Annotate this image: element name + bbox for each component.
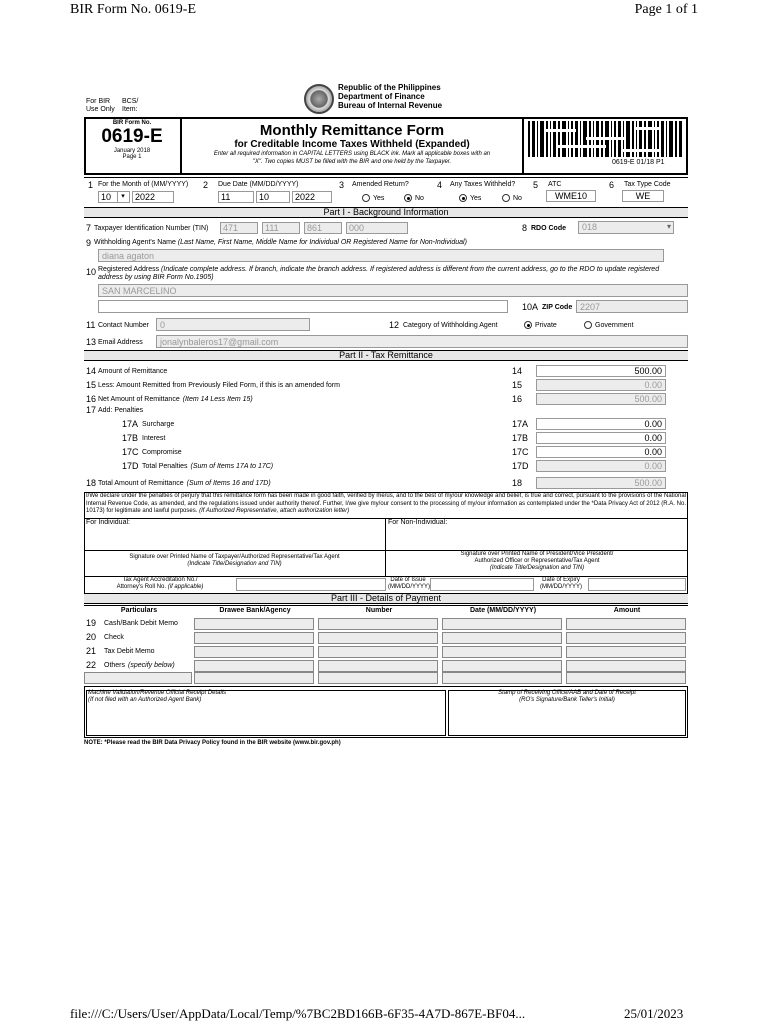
receiving-stamp-label: Stamp of Receiving Office/AAB and Date of Receipt — [498, 690, 636, 696]
due-day-field[interactable]: 10 — [256, 191, 290, 203]
payment-cell[interactable] — [194, 660, 314, 672]
republic-label: Republic of the Philippines — [338, 83, 441, 92]
payment-cell[interactable] — [442, 646, 562, 658]
payment-cell[interactable] — [442, 672, 562, 684]
amount-field[interactable]: 0.00 — [536, 379, 666, 391]
withheld-no-label: No — [513, 195, 522, 202]
item-reference-number: 15 — [512, 380, 523, 390]
amount-field[interactable]: 500.00 — [536, 477, 666, 489]
amended-no-label: No — [415, 195, 424, 202]
item-label: Amount of Remittance — [98, 368, 168, 375]
item-4-number: 4 — [437, 180, 443, 190]
receiving-stamp-text — [448, 690, 686, 704]
machine-validation-text — [88, 690, 226, 704]
item-number: 18 — [86, 478, 97, 488]
item-9-hint: (Last Name, First Name, Middle Name for Individual OR Registered Name for Non-Individual) — [177, 239, 467, 246]
tin-part-1[interactable]: 471 — [220, 222, 258, 234]
payment-cell[interactable] — [194, 672, 314, 684]
rdo-select[interactable] — [578, 221, 674, 234]
signature-non-individual-label-2: Authorized Officer or Representative/Tax Agent — [474, 558, 600, 564]
item-7-label: Taxpayer Identification Number (TIN) — [94, 225, 209, 232]
item-label-row — [142, 463, 273, 470]
payment-row-label: Cash/Bank Debit Memo — [104, 620, 178, 627]
agency-header — [338, 83, 442, 110]
address-field-1[interactable]: SAN MARCELINO — [98, 284, 688, 297]
payment-row-label-row — [104, 620, 181, 627]
payment-cell[interactable] — [566, 632, 686, 644]
amended-yes-radio[interactable] — [362, 194, 370, 202]
item-hint: (Sum of Items 17A to 17C) — [190, 463, 274, 470]
withheld-yes-label: Yes — [470, 195, 482, 202]
part-3-title: Part III - Details of Payment — [84, 593, 688, 604]
item-label: Net Amount of Remittance — [98, 396, 180, 403]
item-reference-number: 14 — [512, 366, 523, 376]
government-radio[interactable] — [584, 321, 592, 329]
payment-cell[interactable] — [318, 672, 438, 684]
contact-number-field[interactable]: 0 — [156, 318, 310, 331]
payment-header-rule — [84, 605, 688, 606]
item-label-row — [142, 421, 177, 428]
signature-non-individual — [386, 551, 688, 572]
barcode-code: 0619-E 01/18 P1 — [612, 159, 665, 166]
item-9-label: Withholding Agent's Name — [94, 239, 176, 246]
item-label: Total Amount of Remittance — [98, 480, 184, 487]
item-number: 17A — [122, 419, 139, 429]
signature-non-individual-hint: (Indicate Title/Designation and TIN) — [489, 565, 585, 571]
payment-cell[interactable] — [442, 632, 562, 644]
signature-individual-label: Signature over Printed Name of Taxpayer/Authorized Representative/Tax Agent — [129, 554, 340, 560]
amount-field[interactable]: 0.00 — [536, 418, 666, 430]
amended-yes-label: Yes — [373, 195, 385, 202]
agent-name-field[interactable]: diana agaton — [98, 249, 664, 262]
payment-row-number: 21 — [86, 646, 97, 656]
item-label: Less: Amount Remitted from Previously Filed Form, if this is an amended form — [98, 382, 340, 389]
form-page: Page 1 — [122, 154, 142, 160]
print-date: 25/01/2023 — [624, 1006, 684, 1021]
item-17-label: Add: Penalties — [98, 407, 144, 414]
payment-column-header: Amount — [613, 607, 641, 614]
date-of-expiry-format: (MM/DD/YYYY) — [540, 584, 582, 590]
item-reference-number: 17A — [512, 419, 529, 429]
print-page-number: Page 1 of 1 — [634, 2, 698, 17]
date-of-issue-label: Date of Issue — [390, 577, 426, 583]
data-privacy-note: NOTE: *Please read the BIR Data Privacy Policy found in the BIR website (www.bir.gov.ph) — [84, 740, 341, 746]
signature-individual — [84, 554, 385, 568]
bcs-text: BCS/ — [122, 98, 139, 105]
chevron-down-icon: ▾ — [666, 222, 671, 231]
payment-cell[interactable] — [194, 646, 314, 658]
machine-validation-label: Machine Validation/Revenue Official Receipt Details — [88, 690, 227, 696]
bureau-label: Bureau of Internal Revenue — [338, 101, 443, 110]
for-bir-use-label — [86, 98, 115, 114]
item-5-number: 5 — [533, 180, 539, 190]
withheld-no-radio[interactable] — [502, 194, 510, 202]
form-title: Monthly Remittance Form — [259, 122, 445, 139]
item-3-number: 3 — [339, 180, 345, 190]
payment-row-number: 19 — [86, 618, 97, 628]
item-10a-label: ZIP Code — [542, 304, 573, 311]
item-number: 15 — [86, 380, 97, 390]
payment-column-header: Date (MM/DD/YYYY) — [469, 607, 537, 614]
item-label: Total Penalties — [142, 463, 188, 470]
item-6-label: Tax Type Code — [624, 181, 671, 188]
item-3-label: Amended Return? — [352, 181, 409, 188]
item-1-number: 1 — [88, 180, 94, 190]
form-instructions-1: Enter all required information in CAPITAL LETTERS using BLACK ink. Mark all applicable boxes with an — [213, 151, 491, 157]
chevron-down-icon: ▾ — [117, 192, 128, 202]
amount-field[interactable]: 0.00 — [536, 460, 666, 472]
form-number-label: BIR Form No. — [112, 120, 152, 126]
email-field[interactable]: jonalynbaleros17@gmail.com — [156, 335, 688, 348]
item-reference-number: 16 — [512, 394, 523, 404]
atc-field[interactable]: WME10 — [546, 190, 596, 202]
item-2-number: 2 — [203, 180, 209, 190]
form-subtitle: for Creditable Income Taxes Withheld (Expanded) — [234, 139, 470, 150]
item-reference-number: 17C — [512, 447, 529, 457]
private-radio[interactable] — [524, 321, 532, 329]
date-of-expiry-label-block — [536, 577, 586, 591]
amount-field[interactable]: 500.00 — [536, 393, 666, 405]
item-number: 17B — [122, 433, 139, 443]
item-label-row — [142, 449, 185, 456]
item-hint: (Item 14 Less Item 15) — [182, 396, 253, 403]
item-13-label: Email Address — [98, 339, 143, 346]
item-10a-number: 10A — [522, 302, 539, 312]
payment-row-number: 20 — [86, 632, 97, 642]
item-10-hint: (Indicate complete address. If branch, indicate the branch address. If registered address is different from the current address, go to the RDO to update registered — [161, 266, 660, 273]
item-9-label-row — [94, 239, 467, 246]
date-of-issue-label-block — [388, 577, 428, 591]
tin-part-2[interactable]: 111 — [262, 222, 300, 234]
item-11-label: Contact Number — [98, 322, 149, 329]
machine-validation-hint: (If not filed with an Authorized Agent Bank) — [88, 697, 202, 703]
payment-row-label-row — [104, 634, 127, 641]
date-of-issue-field[interactable] — [430, 578, 534, 591]
attorney-roll-hint: (if applicable) — [167, 584, 204, 590]
payment-cell[interactable] — [318, 646, 438, 658]
payment-row-label: Tax Debit Memo — [104, 648, 155, 655]
item-label-row — [98, 368, 170, 375]
payment-cell[interactable] — [442, 618, 562, 630]
item-number: 14 — [86, 366, 97, 376]
part-2-title: Part II - Tax Remittance — [84, 350, 688, 361]
item-12-number: 12 — [389, 320, 400, 330]
item-label: Surcharge — [142, 421, 175, 428]
item-reference-number: 18 — [512, 478, 523, 488]
item-label: Compromise — [142, 449, 182, 456]
item-12-label: Category of Withholding Agent — [403, 322, 498, 329]
payment-row-hint: (specify below) — [128, 662, 175, 669]
receiving-stamp-hint: (RO's Signature/Bank Teller's Initial) — [519, 697, 615, 703]
private-label: Private — [535, 322, 557, 329]
amended-no-radio[interactable] — [404, 194, 412, 202]
form-instructions-2: "X". Two copies MUST be filled with the BIR and one held by the Taxpayer. — [252, 159, 452, 165]
amount-field[interactable]: 0.00 — [536, 432, 666, 444]
for-non-individual-label: For Non-Individual: — [388, 519, 448, 526]
item-reference-number: 17B — [512, 433, 529, 443]
payment-row-label: Check — [104, 634, 124, 641]
form-title-block — [182, 122, 522, 166]
item-reference-number: 17D — [512, 461, 529, 471]
signature-individual-hint: (Indicate Title/Designation and TIN) — [187, 561, 282, 567]
due-year-field[interactable]: 2022 — [292, 191, 332, 203]
due-month-field[interactable]: 11 — [218, 191, 254, 203]
print-title: BIR Form No. 0619-E — [70, 2, 196, 17]
payment-cell[interactable] — [442, 660, 562, 672]
item-2-label: Due Date (MM/DD/YYYY) — [218, 181, 299, 188]
item-17-number: 17 — [86, 405, 97, 415]
item-6-number: 6 — [609, 180, 615, 190]
others-specify-field[interactable] — [84, 672, 192, 684]
government-label: Government — [595, 322, 634, 329]
payment-cell[interactable] — [566, 672, 686, 684]
declaration-text — [86, 493, 686, 516]
date-of-issue-format: (MM/DD/YYYY) — [388, 584, 430, 590]
barcode-image — [526, 121, 684, 157]
payment-cell[interactable] — [566, 618, 686, 630]
item-text: Item: — [122, 106, 138, 113]
item-9-number: 9 — [86, 238, 92, 248]
payment-cell[interactable] — [194, 618, 314, 630]
item-10-number: 10 — [86, 267, 97, 277]
accreditation-number-field[interactable] — [236, 578, 386, 591]
date-of-expiry-field[interactable] — [588, 578, 686, 591]
accreditation-label: Tax Agent Accreditation No./ — [122, 577, 198, 583]
date-of-expiry-label: Date of Expiry — [542, 577, 580, 583]
payment-column-header: Particulars — [120, 607, 158, 614]
item-number: 17C — [122, 447, 139, 457]
payment-column-header: Drawee Bank/Agency — [219, 607, 291, 614]
for-individual-label: For Individual: — [86, 519, 130, 526]
withheld-yes-radio[interactable] — [459, 194, 467, 202]
bir-seal-logo — [304, 84, 334, 114]
item-label-row — [98, 480, 271, 487]
month-value: 10 — [101, 192, 112, 202]
payment-column-header: Number — [365, 607, 393, 614]
item-13-number: 13 — [86, 337, 97, 347]
item-1-label: For the Month of (MM/YYYY) — [98, 181, 189, 188]
rdo-value: 018 — [582, 222, 598, 232]
item-label-row — [98, 382, 343, 389]
item-11-number: 11 — [86, 320, 96, 330]
zip-code-field[interactable]: 2207 — [576, 300, 688, 313]
address-field-2[interactable] — [98, 300, 508, 313]
form-number: 0619-E — [101, 126, 163, 147]
part-1-title: Part I - Background Information — [84, 207, 688, 218]
signature-non-individual-label: Signature over Printed Name of President/Vice President/ — [460, 551, 614, 557]
item-label-row — [142, 435, 168, 442]
item-8-number: 8 — [522, 223, 528, 233]
bcs-item-label — [122, 98, 138, 114]
department-label: Department of Finance — [338, 92, 425, 101]
payment-cell[interactable] — [194, 632, 314, 644]
year-field[interactable]: 2022 — [132, 191, 174, 203]
payment-cell[interactable] — [318, 618, 438, 630]
payment-cell[interactable] — [566, 660, 686, 672]
payment-row-number: 22 — [86, 660, 97, 670]
item-10-label: Registered Address — [98, 266, 160, 273]
item-label: Interest — [142, 435, 166, 442]
item-5-label: ATC — [548, 181, 562, 188]
month-select[interactable] — [98, 191, 130, 203]
item-hint: (Sum of Items 16 and 17D) — [186, 480, 271, 487]
payment-row-label-row — [104, 648, 158, 655]
attorney-roll-label: Attorney's Roll No. — [116, 584, 167, 590]
item-10-hint-2: address by using BIR Form No.1905) — [98, 274, 214, 281]
payment-cell[interactable] — [318, 632, 438, 644]
use-only-text: Use Only — [86, 106, 115, 113]
tin-part-3[interactable]: 861 — [304, 222, 342, 234]
payment-cell[interactable] — [566, 646, 686, 658]
item-number: 16 — [86, 394, 97, 404]
item-4-label: Any Taxes Withheld? — [450, 181, 516, 188]
print-file-path: file:///C:/Users/User/AppData/Local/Temp/%7BC2BD166B-6F35-4A7D-867E-BF04... — [70, 1006, 526, 1021]
item-8-label: RDO Code — [531, 225, 566, 232]
item-number: 17D — [122, 461, 139, 471]
declaration-line-1: I/We declare under the penalties of perjury that this remittance form has been made in good faith, verified by me/us, and to the best of my/our knowledge and belief, is true and correct, — [86, 493, 575, 499]
payment-row-label: Others — [104, 662, 126, 669]
declaration-line-2: pursuant to the provisions of the National Internal Revenue Code, as amended, and the regulations issued under authority thereof. Further, I/we give my/our consent to the processing of — [86, 493, 686, 507]
item-label-row — [98, 396, 253, 403]
amount-field[interactable]: 0.00 — [536, 446, 666, 458]
item-7-number: 7 — [86, 223, 92, 233]
payment-row-label-row — [104, 662, 175, 669]
accreditation-label-block — [86, 577, 234, 591]
declaration-line-3-hint: (If Authorized Representative, attach authorization letter) — [199, 508, 350, 514]
item-10-label-row — [98, 266, 688, 282]
declaration-line-3: my/our information as contemplated under the *Data Privacy Act of 2012 (R.A. No. 10173) for legitimate and lawful purposes. — [86, 500, 686, 514]
form-number-block — [84, 120, 180, 160]
tin-part-4[interactable]: 000 — [346, 222, 408, 234]
tax-type-code-field[interactable]: WE — [622, 190, 664, 202]
form-edition: January 2018 — [113, 148, 151, 154]
payment-cell[interactable] — [318, 660, 438, 672]
for-bir-text: For BIR — [86, 98, 111, 105]
amount-field[interactable]: 500.00 — [536, 365, 666, 377]
